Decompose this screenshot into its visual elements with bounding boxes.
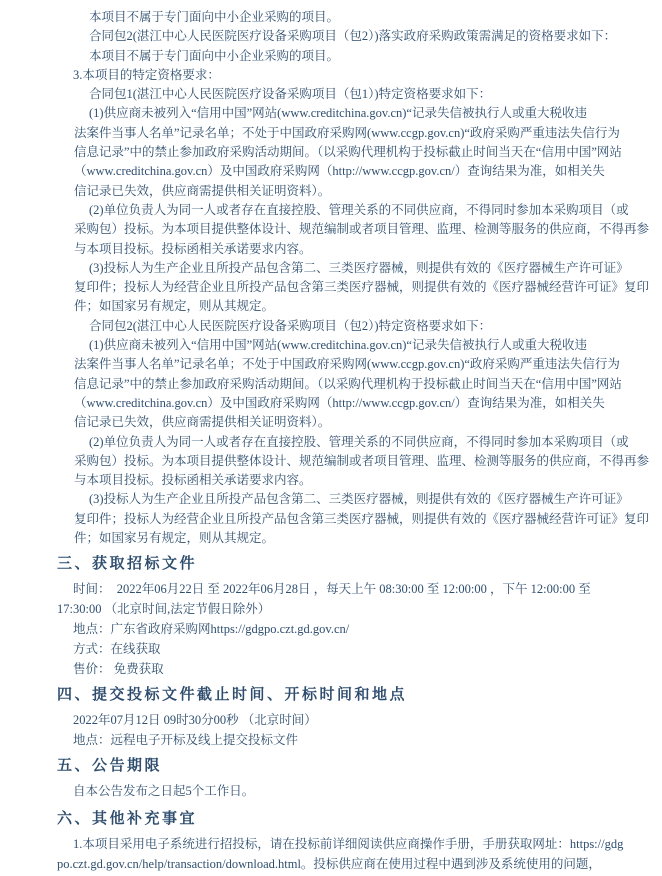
text-line: (2)单位负责人为同一人或者存在直接控股、管理关系的不同供应商，不得同时参加本采购项目（或 [89,434,629,449]
text-line: (3)投标人为生产企业且所投产品包含第二、三类医疗器械，则提供有效的《医疗器械生产许可证》 [89,492,629,507]
text-line: （www.creditchina.gov.cn）及中国政府采购网（http://www.ccgp.gov.cn/）查询结果为准，如相关失 [74,164,605,179]
text-line: po.czt.gd.gov.cn/help/transaction/download.html。投标供应商在使用过程中遇到涉及系统使用的问题， [57,857,601,872]
text-line: (1)供应商未被列入“信用中国”网站(www.creditchina.gov.cn)“记录失信被执行人或重大税收违 [89,338,587,353]
text-line: 3.本项目的特定资格要求： [73,67,220,82]
text-line: （www.creditchina.gov.cn）及中国政府采购网（http://www.ccgp.gov.cn/）查询结果为准，如相关失 [74,395,605,410]
section-heading: 四、提交投标文件截止时间、开标时间和地点 [57,687,408,704]
text-line: 件；如国家另有规定，则从其规定。 [74,299,275,314]
text-line: 2022年07月12日 09时30分00秒 （北京时间） [73,713,317,728]
text-line: 17:30:00 （北京时间,法定节假日除外） [57,602,271,617]
text-line: 与本项目投标。投标函相关承诺要求内容。 [74,473,312,488]
text-line: 件；如国家另有规定，则从其规定。 [74,531,275,546]
text-line: 信息记录”中的禁止参加政府采购活动期间。（以采购代理机构于投标截止时间当天在“信用中国”网站 [74,376,622,391]
section-body [57,579,610,679]
section-heading: 六、其他补充事宜 [57,811,198,828]
text-line: (3)投标人为生产企业且所投产品包含第二、三类医疗器械，则提供有效的《医疗器械生产许可证》 [89,260,629,275]
text-line: 时间： 2022年06月22日 至 2022年06月28日 ，每天上午 08:30:00 至 12:00:00 ，下午 12:00:00 至 [73,582,591,597]
text-line: 地点：广东省政府采购网https://gdgpo.czt.gd.gov.cn/ [73,622,350,637]
text-line: 本项目不属于专门面向中小企业采购的项目。 [89,48,340,63]
qualification-requirements-block [57,8,650,548]
section-body [57,781,610,801]
text-line: (2)单位负责人为同一人或者存在直接控股、管理关系的不同供应商，不得同时参加本采购项目（或 [89,202,629,217]
text-line: (1)供应商未被列入“信用中国”网站(www.creditchina.gov.cn)“记录失信被执行人或重大税收违 [89,106,587,121]
text-line: 自本公告发布之日起5个工作日。 [73,784,255,799]
text-line: 法案件当事人名单”记录名单；不处于中国政府采购网(www.ccgp.gov.cn)“政府采购严重违法失信行为 [74,125,620,140]
section-other-supplementary-matters [57,809,624,874]
text-line: 与本项目投标。投标函相关承诺要求内容。 [74,241,312,256]
text-line: 复印件；投标人为经营企业且所投产品包含第三类医疗器械，则提供有效的《医疗器械经营许可证》复印 [74,280,650,295]
section-announcement-period [57,756,610,801]
text-line: 信息记录”中的禁止参加政府采购活动期间。（以采购代理机构于投标截止时间当天在“信用中国”网站 [74,145,622,160]
text-line: 1.本项目采用电子系统进行招投标，请在投标前详细阅读供应商操作手册，手册获取网址：https://gdg [73,837,624,852]
text-line: 采购包）投标。为本项目提供整体设计、规范编制或者项目管理、监理、检测等服务的供应商，不得再参 [74,453,650,468]
section-body [57,834,624,874]
text-line: 合同包2(湛江中心人民医院医疗设备采购项目（包2）)特定资格要求如下： [89,318,492,333]
text-line: 采购包）投标。为本项目提供整体设计、规范编制或者项目管理、监理、检测等服务的供应商，不得再参 [74,222,650,237]
text-line: 合同包2(湛江中心人民医院医疗设备采购项目（包2）)落实政府采购政策需满足的资格要求如下： [89,29,617,44]
text-line: 法案件当事人名单”记录名单；不处于中国政府采购网(www.ccgp.gov.cn)“政府采购严重违法失信行为 [74,357,620,372]
text-line: 地点：远程电子开标及线上提交投标文件 [73,733,299,748]
text-line: 合同包1(湛江中心人民医院医疗设备采购项目（包1）)特定资格要求如下： [89,87,492,102]
section-obtain-tender-documents [57,554,610,679]
text-line: 售价： 免费获取 [73,662,164,677]
text-line: 信记录已失效，供应商需提供相关证明资料）。 [74,183,331,198]
text-line: 复印件；投标人为经营企业且所投产品包含第三类医疗器械，则提供有效的《医疗器械经营许可证》复印 [74,511,650,526]
section-heading: 五、公告期限 [57,758,163,775]
section-bid-submission-deadline [57,685,610,750]
text-line: 本项目不属于专门面向中小企业采购的项目。 [89,10,340,24]
section-heading: 三、获取招标文件 [57,556,198,573]
text-line: 方式：在线获取 [73,642,161,657]
section-body [57,710,610,750]
text-line: 信记录已失效，供应商需提供相关证明资料）。 [74,415,331,430]
